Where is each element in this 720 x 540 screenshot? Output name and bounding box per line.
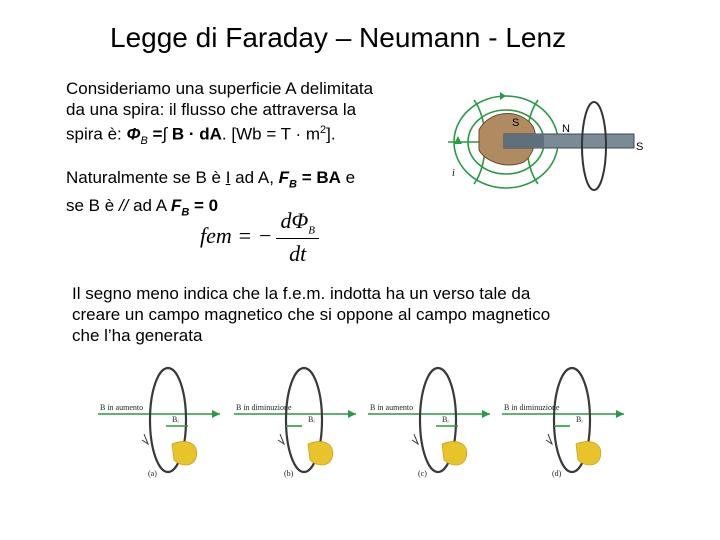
current-arrow-icon [412, 434, 418, 444]
field-arrow-icon [212, 410, 220, 418]
panel-label: (b) [284, 469, 294, 478]
current-arrow-icon [546, 434, 552, 444]
panel-b [232, 362, 362, 482]
bi-label: Bᵢ [308, 415, 315, 424]
right-hand-icon [172, 442, 197, 465]
b-state-label: B in aumento [370, 403, 414, 412]
phi-symbol: Φ [126, 124, 141, 144]
b-state-label: B in aumento [100, 403, 144, 412]
panel-label: (a) [148, 469, 157, 478]
integral-symbol: ∫ [162, 124, 168, 144]
cases-line-2: se B è // ad A $F_B = 0$ [66, 196, 219, 219]
cases-line-1: Naturalmente se B è I ad A, $F_B$ = BA e [66, 168, 356, 191]
paragraph-lenz [72, 283, 550, 346]
panel-a [96, 362, 226, 482]
slide-title: Legge di Faraday – Neumann - Lenz [110, 22, 567, 53]
right-hand-icon [576, 442, 601, 465]
lenz-line-3: che l’ha generata [72, 326, 203, 345]
field-arrow-icon [348, 410, 356, 418]
panel-label: (d) [552, 469, 562, 478]
formula-denominator: dt [289, 241, 307, 267]
current-label: i [452, 168, 455, 179]
panel-d [500, 362, 630, 482]
bi-label: Bᵢ [442, 415, 449, 424]
current-arrow-icon [278, 434, 284, 444]
b-state-label: B in diminuzione [504, 403, 560, 412]
flux-line-3: spira è: $\Phi_B$ =∫ B · dA. $[Wb = T \cdot m^2]$. [66, 124, 336, 148]
formula-lhs: fem = − [200, 222, 273, 248]
lenz-line-1: Il segno meno indica che la f.e.m. indotta ha un verso tale da [72, 284, 531, 303]
field-arrow-icon [482, 410, 490, 418]
right-hand-icon [442, 442, 467, 465]
pole-n: N [562, 123, 570, 135]
magnet-core [504, 134, 544, 148]
right-hand-icon [308, 442, 333, 465]
pole-s-right: S [636, 141, 644, 153]
current-arrow-icon [142, 434, 148, 444]
panel-label: (c) [418, 469, 427, 478]
bi-label: Bᵢ [576, 415, 583, 424]
magnet-coil-illustration [444, 80, 694, 205]
field-arrow-icon [616, 410, 624, 418]
faraday-formula: fem = − $\frac{d\Phi_B}{dt}$ [200, 208, 319, 267]
bi-label: Bᵢ [172, 415, 179, 424]
b-state-label: B in diminuzione [236, 403, 292, 412]
formula-numerator: dΦ [280, 208, 309, 233]
paragraph-flux [66, 78, 373, 152]
panel-c [366, 362, 496, 482]
flux-line-2: da una spira: il flusso che attraversa la [66, 100, 357, 119]
lenz-line-2: creare un campo magnetico che si oppone al campo magnetico [72, 305, 551, 324]
pole-s-left: S [512, 117, 520, 129]
flux-line-1: Consideriamo una superficie A delimitata [66, 79, 374, 98]
